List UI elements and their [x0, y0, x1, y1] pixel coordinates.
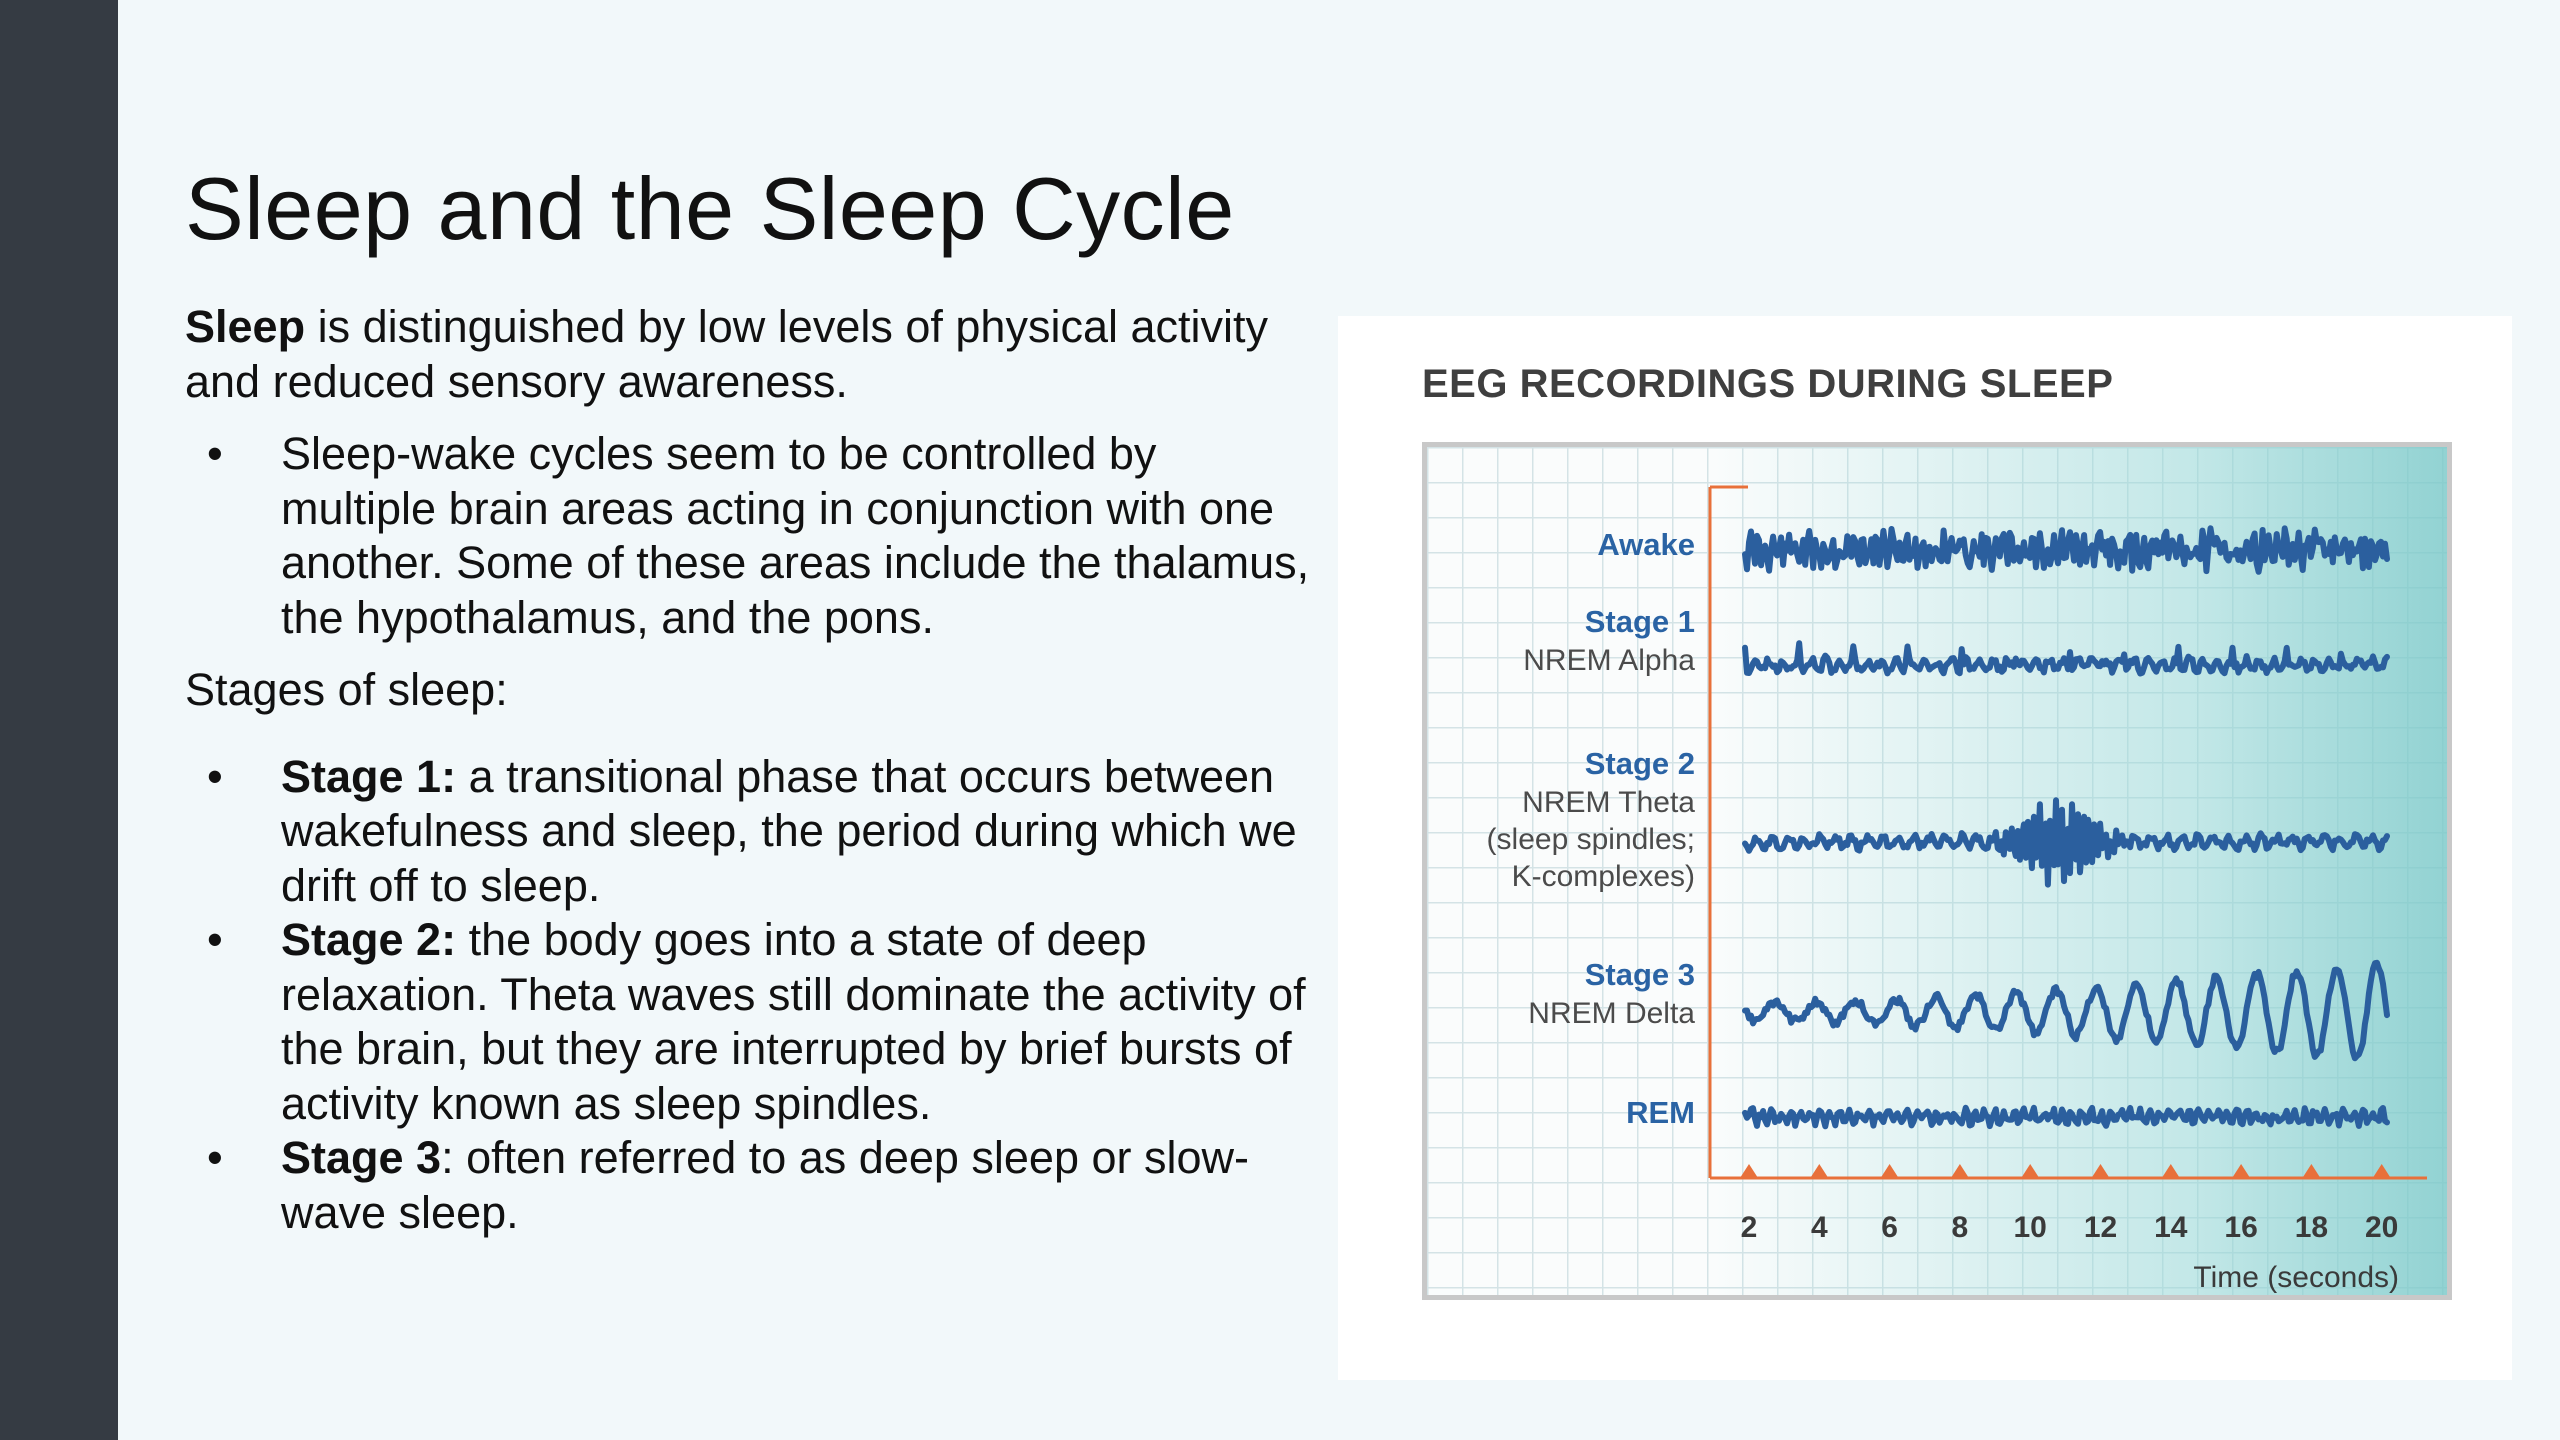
x-tick-6: [1881, 1164, 1899, 1178]
row-label-3: Stage 3: [1584, 957, 1695, 992]
row-label-4: REM: [1626, 1095, 1695, 1130]
row-sublabel-3-0: NREM Delta: [1528, 997, 1695, 1030]
row-sublabel-2-1: (sleep spindles;: [1486, 823, 1695, 856]
x-tick-label-2: 2: [1740, 1211, 1758, 1244]
brain-areas-bullet: • Sleep-wake cycles seem to be controlled by multiple brain areas acting in conjunction with one another. Some of these areas include the thalamus, the hypothalamus, and the pons.: [185, 427, 1315, 645]
x-tick-18: [2302, 1164, 2320, 1178]
row-sublabel-1-0: NREM Alpha: [1523, 644, 1695, 677]
slide-body: [185, 300, 1315, 1240]
brain-areas-list: [185, 427, 1315, 645]
intro-text: is distinguished by low levels of physical activity and reduced sensory awareness.: [185, 301, 1268, 407]
eeg-figure-panel: [1338, 316, 2512, 1380]
x-tick-label-4: 4: [1810, 1211, 1828, 1244]
stage-2-bullet: [185, 913, 1315, 1131]
x-tick-label-20: 20: [2365, 1211, 2399, 1244]
x-tick-label-14: 14: [2154, 1211, 2188, 1244]
eeg-wave-0: [1745, 528, 2387, 572]
x-axis-label: Time (seconds): [2193, 1261, 2399, 1294]
x-tick-label-12: 12: [2083, 1211, 2118, 1244]
x-tick-label-18: 18: [2294, 1211, 2329, 1244]
x-tick-label-6: 6: [1881, 1211, 1898, 1244]
intro-bold-term: Sleep: [185, 301, 306, 352]
stage-2-text: the body goes into a state of deep relaxation. Theta waves still dominate the activity of the brain, but they are interrupted by brief bursts of activity known as sleep spindles.: [281, 914, 1306, 1129]
x-tick-label-16: 16: [2224, 1211, 2258, 1244]
x-tick-4: [1810, 1164, 1828, 1178]
row-sublabel-2-0: NREM Theta: [1522, 786, 1695, 819]
x-tick-16: [2232, 1164, 2250, 1178]
stages-heading: Stages of sleep:: [185, 664, 508, 715]
left-accent-bar: [0, 0, 118, 1440]
x-tick-8: [1951, 1164, 1969, 1178]
row-label-0: Awake: [1597, 527, 1695, 562]
row-label-2: Stage 2: [1584, 746, 1695, 781]
x-tick-20: [2373, 1164, 2391, 1178]
x-tick-label-8: 8: [1951, 1211, 1969, 1244]
stage-3-text: : often referred to as deep sleep or slow-wave sleep.: [281, 1132, 1250, 1238]
stage-1-text: a transitional phase that occurs between wakefulness and sleep, the period during which we drift off to sleep.: [281, 750, 1297, 911]
x-tick-14: [2162, 1164, 2180, 1178]
x-tick-label-10: 10: [2013, 1211, 2047, 1244]
eeg-wave-1: [1745, 643, 2387, 673]
slide-title: Sleep and the Sleep Cycle: [185, 159, 1235, 258]
stage-3-bullet: [185, 1131, 1315, 1240]
stage-1-term: Stage 1:: [281, 750, 457, 802]
eeg-wave-3: [1745, 963, 2387, 1058]
x-tick-2: [1740, 1164, 1758, 1178]
x-tick-10: [2021, 1164, 2039, 1178]
stage-1-bullet: [185, 750, 1315, 914]
figure-title: EEG RECORDINGS DURING SLEEP: [1422, 362, 2114, 406]
x-tick-12: [2092, 1164, 2110, 1178]
intro-paragraph: [185, 300, 1315, 409]
stage-2-term: Stage 2:: [281, 914, 457, 965]
eeg-wave-4: [1745, 1108, 2387, 1127]
row-label-1: Stage 1: [1584, 604, 1695, 639]
row-sublabel-2-2: K-complexes): [1511, 860, 1695, 893]
eeg-chart-frame: [1422, 442, 2452, 1300]
stage-3-term: Stage 3: [281, 1132, 442, 1183]
eeg-chart: [1427, 447, 2447, 1295]
stages-list: [185, 750, 1315, 1241]
eeg-wave-2: [1745, 800, 2387, 884]
